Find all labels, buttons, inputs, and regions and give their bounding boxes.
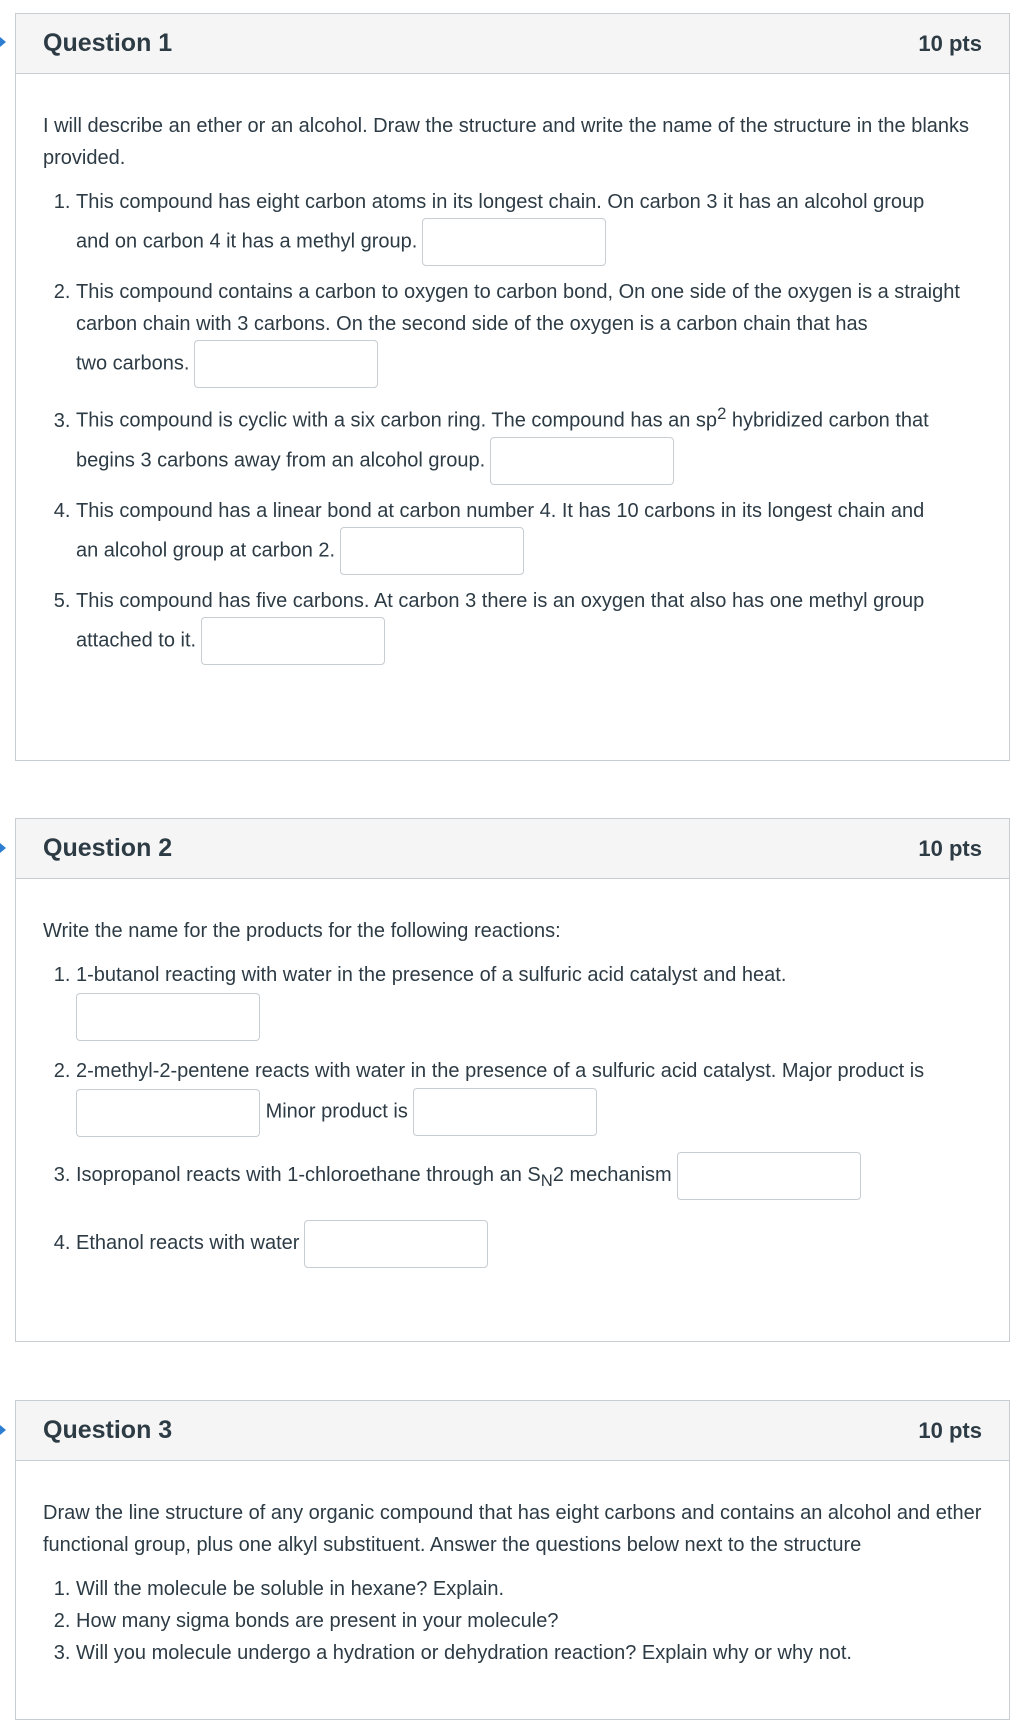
question-3-header <box>16 1401 1009 1461</box>
question-3-intro: Draw the line structure of any organic compound that has eight carbons and contains an alcohol and ether functional group, plus one alkyl substituent. Answer the questions below next to the structure <box>43 1502 982 1556</box>
answer-input-4[interactable] <box>340 527 524 575</box>
question-1-list <box>43 186 982 665</box>
question-2-intro: Write the name for the products for the following reactions: <box>43 920 561 942</box>
question-2-title: Question 2 <box>43 834 173 862</box>
question-1-body <box>16 74 1009 665</box>
question-3-arrow-icon <box>0 1425 6 1435</box>
list-item: 1. Will the molecule be soluble in hexane? Explain. <box>76 1573 982 1605</box>
item-text: Ethanol reacts with water <box>76 1232 300 1254</box>
item-text: hybridized carbon that <box>726 409 929 432</box>
minor-product-label: Minor product is <box>265 1100 408 1123</box>
item-text: Isopropanol reacts with 1-chloroethane through an S <box>76 1164 541 1186</box>
list-item <box>76 1055 982 1137</box>
list-item <box>76 398 982 485</box>
item-text: begins 3 carbons away from an alcohol group. <box>76 448 486 471</box>
reaction-1-input[interactable] <box>76 993 260 1041</box>
list-item <box>76 495 982 575</box>
list-item <box>76 959 982 1041</box>
question-2-header <box>16 819 1009 879</box>
item-text: 2 mechanism <box>552 1164 672 1186</box>
list-item <box>76 276 982 388</box>
list-item <box>76 186 982 266</box>
question-1-title: Question 1 <box>43 29 173 57</box>
reaction-4-input[interactable] <box>304 1220 488 1268</box>
superscript: 2 <box>717 404 727 423</box>
question-3-points: 10 pts <box>918 1417 982 1443</box>
item-text: This compound contains a carbon to oxygen to carbon bond, On one side of the oxygen is a straight carbon chain with 3 carbons. On the second side of the oxygen is a carbon chain that has <box>76 281 960 335</box>
question-1 <box>15 13 1010 761</box>
list-item: 2. How many sigma bonds are present in your molecule? <box>76 1605 982 1637</box>
item-text: 2-methyl-2-pentene reacts with water in the presence of a sulfuric acid catalyst. Major product is <box>76 1060 925 1082</box>
item-text: 1-butanol reacting with water in the presence of a sulfuric acid catalyst and heat. <box>76 964 787 986</box>
list-item: 3. Will you molecule undergo a hydration or dehydration reaction? Explain why or why not. <box>76 1637 982 1669</box>
question-3-list <box>43 1573 982 1669</box>
item-text: and on carbon 4 it has a methyl group. <box>76 230 418 253</box>
list-item <box>76 1151 982 1205</box>
question-3-body <box>16 1461 1009 1669</box>
question-1-intro: I will describe an ether or an alcohol. Draw the structure and write the name of the structure in the blanks provided. <box>43 115 970 169</box>
question-3 <box>15 1400 1010 1720</box>
answer-input-5[interactable] <box>201 617 385 665</box>
question-1-points: 10 pts <box>918 30 982 56</box>
question-3-title: Question 3 <box>43 1416 173 1444</box>
major-product-input[interactable] <box>76 1089 260 1137</box>
item-text: This compound is cyclic with a six carbon ring. The compound has an sp <box>76 409 718 432</box>
list-item <box>76 585 982 665</box>
list-item <box>76 1219 982 1268</box>
question-2-list <box>43 959 982 1268</box>
item-text: an alcohol group at carbon 2. <box>76 538 336 561</box>
answer-input-3[interactable] <box>490 437 674 485</box>
question-2 <box>15 818 1010 1342</box>
item-text: attached to it. <box>76 628 197 651</box>
item-text: This compound has five carbons. At carbon 3 there is an oxygen that also has one methyl group <box>76 589 925 612</box>
reaction-3-input[interactable] <box>677 1152 861 1200</box>
question-2-body <box>16 879 1009 1268</box>
question-2-arrow-icon <box>0 843 6 853</box>
subscript: N <box>540 1171 553 1190</box>
answer-input-2[interactable] <box>194 340 378 388</box>
item-text: This compound has eight carbon atoms in its longest chain. On carbon 3 it has an alcohol group <box>76 191 925 213</box>
answer-input-1[interactable] <box>422 218 606 266</box>
item-text: two carbons. <box>76 352 190 375</box>
minor-product-input[interactable] <box>413 1088 597 1136</box>
item-text: This compound has a linear bond at carbon number 4. It has 10 carbons in its longest chain and <box>76 499 925 522</box>
question-1-arrow-icon <box>0 37 6 47</box>
question-2-points: 10 pts <box>918 835 982 861</box>
question-1-header <box>16 14 1009 74</box>
